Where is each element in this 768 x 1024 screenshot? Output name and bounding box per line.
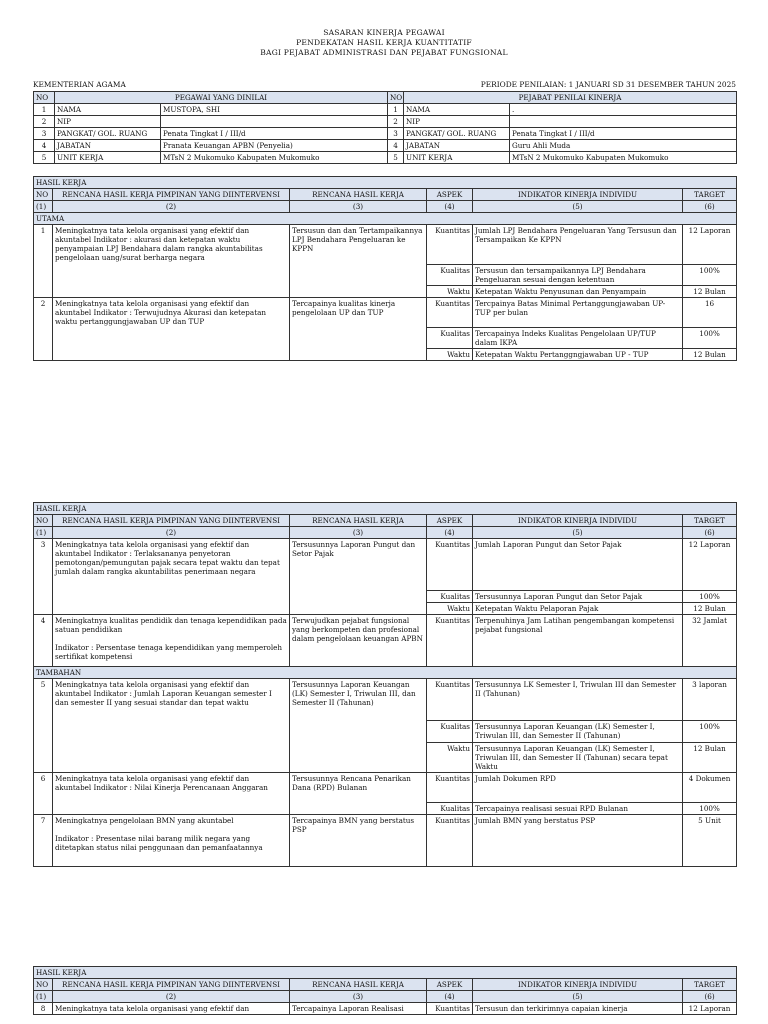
- table-row: 4 Meningkatnya kualitas pendidik dan tenaga kependidikan pada satuan pendidikan Indikator : Persentase tenaga kependidikan yang memperoleh sertifikat kompetensi Terwujudkan pejabat fungsional yang berkompeten dan profesional dalam pengelolaan keuangan APBN Kuantitas Terpenuhinya Jam Latihan pengembangan kompetensi pejabat fungsional 32 Jamlat: [34, 615, 737, 667]
- penilai-nama: .: [510, 104, 737, 116]
- pegawai-jabatan: Pranata Keuangan APBN (Penyelia): [161, 140, 388, 152]
- meta-row: [33, 80, 736, 89]
- table-row: Kualitas Tercapainya Indeks Kualitas Pengelolaan UP/TUP dalam IKPA 100%: [34, 328, 737, 349]
- table-row: 6 Meningkatnya tata kelola organisasi yang efektif dan akuntabel Indikator : Nilai Kinerja Perencanaan Anggaran Tersusunnya Rencana Penarikan Dana (RPD) Bulanan Kuantitas Jumlah Dokumen RPD 4 Dokumen: [34, 773, 737, 803]
- column-header-row: NO RENCANA HASIL KERJA PIMPINAN YANG DIINTERVENSI RENCANA HASIL KERJA ASPEK INDIKATOR KINERJA INDIVIDU TARGET: [34, 189, 737, 201]
- table-row: Waktu Ketepatan Waktu Pelaporan Pajak 12 Bulan: [34, 603, 737, 615]
- heading-line-3: BAGI PEJABAT ADMINISTRASI DAN PEJABAT FUNGSIONAL: [260, 48, 508, 57]
- identity-row: 1 NAMA MUSTOPA, SHI 1 NAMA .: [34, 104, 737, 116]
- section-title: HASIL KERJA: [34, 503, 737, 515]
- column-number-row: (1) (2) (3) (4) (5) (6): [34, 527, 737, 539]
- pegawai-pangkat: Penata Tingkat I / III/d: [161, 128, 388, 140]
- identity-header-row: [34, 92, 737, 104]
- section-title: HASIL KERJA: [34, 967, 737, 979]
- penilai-nip: [510, 116, 737, 128]
- heading-line-2: PENDEKATAN HASIL KERJA KUANTITATIF: [296, 38, 472, 47]
- penilai-unit: MTsN 2 Mukomuko Kabupaten Mukomuko: [510, 152, 737, 164]
- table-row: 3 Meningkatnya tata kelola organisasi yang efektif dan akuntabel Indikator : Terlaksananya penyetoran pemotongan/pemungutan pajak secara tepat waktu dan tepat jumlah dalam rangka akuntabilitas penerimaan negara Tersusunnya Laporan Pungut dan Setor Pajak Kuantitas Jumlah Laporan Pungut dan Setor Pajak 12 Laporan: [34, 539, 737, 591]
- pegawai-unit: MTsN 2 Mukomuko Kabupaten Mukomuko: [161, 152, 388, 164]
- identity-row: 5 UNIT KERJA MTsN 2 Mukomuko Kabupaten Mukomuko 5 UNIT KERJA MTsN 2 Mukomuko Kabupaten Mukomuko: [34, 152, 737, 164]
- table-row: Waktu Ketepatan Waktu Penyusunan dan Penyampain 12 Bulan: [34, 286, 737, 298]
- pegawai-nama: MUSTOPA, SHI: [161, 104, 388, 116]
- table-row: Waktu Ketepatan Waktu Pertanggngjawaban UP - TUP 12 Bulan: [34, 349, 737, 361]
- agency-name: KEMENTERIAN AGAMA: [33, 80, 126, 89]
- penilai-header: PEJABAT PENILAI KINERJA: [404, 92, 737, 104]
- table-row: Kualitas Tersusunnya Laporan Pungut dan Setor Pajak 100%: [34, 591, 737, 603]
- identity-table: [33, 91, 737, 164]
- heading-line-1: SASARAN KINERJA PEGAWAI: [323, 28, 445, 37]
- section-tambahan: TAMBAHAN: [34, 667, 737, 679]
- section-utama: UTAMA: [34, 213, 737, 225]
- hasil-kerja-table-3: [33, 966, 737, 1015]
- table-row: Waktu Tersusunnya Laporan Keuangan (LK) Semester I, Triwulan III, dan Semester II (Tahunan) secara tepat Waktu 12 Bulan: [34, 743, 737, 773]
- table-row: 1 Meningkatnya tata kelola organisasi yang efektif dan akuntabel Indikator : akurasi dan ketepatan waktu penyampaian LPJ Bendahara dalam rangka akuntabilitas pengelolaan uang/surat berharga negara Tersusun dan dan Tertampaikannya LPJ Bendahara Pengeluaran ke KPPN Kuantitas Jumlah LPJ Bendahara Pengeluaran Yang Tersusun dan Tersampaikan Ke KPPN 12 Laporan: [34, 225, 737, 265]
- hasil-kerja-table-1: [33, 176, 737, 361]
- assessment-period: PERIODE PENILAIAN: 1 JANUARI SD 31 DESEMBER TAHUN 2025: [480, 80, 736, 89]
- identity-row: 4 JABATAN Pranata Keuangan APBN (Penyelia) 4 JABATAN Guru Ahli Muda: [34, 140, 737, 152]
- penilai-jabatan: Guru Ahli Muda: [510, 140, 737, 152]
- column-number-row: (1) (2) (3) (4) (5) (6): [34, 201, 737, 213]
- table-row: Kualitas Tercapainya realisasi sesuai RPD Bulanan 100%: [34, 803, 737, 815]
- identity-row: 2 NIP 2 NIP: [34, 116, 737, 128]
- table-row: 2 Meningkatnya tata kelola organisasi yang efektif dan akuntabel Indikator : Terwujudnya Akurasi dan ketepatan waktu pertanggungjawaban UP dan TUP Tercapainya kualitas kinerja pengelolaan UP dan TUP Kuantitas Tercpainya Batas Minimal Pertanggungjawaban UP- TUP per bulan 16: [34, 298, 737, 328]
- table-row: Kualitas Tersusunnya Laporan Keuangan (LK) Semester I, Triwulan III, dan Semester II (Tahunan) 100%: [34, 721, 737, 743]
- document-heading: [0, 28, 768, 58]
- table-row: 5 Meningkatnya tata kelola organisasi yang efektif dan akuntabel Indikator : Jumlah Laporan Keuangan semester I dan semester II yang sesuai standar dan tepat waktu Tersusunnya Laporan Keuangan (LK) Semester I, Triwulan III, dan Semester II (Tahunan) Kuantitas Tersusunnya LK Semester I, Triwulan III dan Semester II (Tahunan) 3 laporan: [34, 679, 737, 721]
- column-header-row: NO RENCANA HASIL KERJA PIMPINAN YANG DIINTERVENSI RENCANA HASIL KERJA ASPEK INDIKATOR KINERJA INDIVIDU TARGET: [34, 515, 737, 527]
- table-row: Kualitas Tersusun dan tersampaikannya LPJ Bendahara Pengeluaran sesuai dengan ketentuan 100%: [34, 265, 737, 286]
- column-number-row: (1) (2) (3) (4) (5) (6): [34, 991, 737, 1003]
- pegawai-nip: [161, 116, 388, 128]
- hasil-kerja-table-2: [33, 502, 737, 867]
- table-row: 8 Meningkatnya tata kelola organisasi yang efektif dan Tercapainya Laporan Realisasi Kuantitas Tersusun dan terkirimnya capaian kinerja 12 Laporan: [34, 1003, 737, 1015]
- section-title: HASIL KERJA: [34, 177, 737, 189]
- identity-row: 3 PANGKAT/ GOL. RUANG Penata Tingkat I / III/d 3 PANGKAT/ GOL. RUANG Penata Tingkat I / III/d: [34, 128, 737, 140]
- column-header-row: NO RENCANA HASIL KERJA PIMPINAN YANG DIINTERVENSI RENCANA HASIL KERJA ASPEK INDIKATOR KINERJA INDIVIDU TARGET: [34, 979, 737, 991]
- col-no: NO: [34, 92, 55, 104]
- penilai-pangkat: Penata Tingkat I / III/d: [510, 128, 737, 140]
- col-no: NO: [388, 92, 404, 104]
- pegawai-header: PEGAWAI YANG DINILAI: [55, 92, 388, 104]
- table-row: 7 Meningkatnya pengelolaan BMN yang akuntabel Indikator : Presentase nilai barang milik negara yang ditetapkan status nilai penggunaan dan pemanfaatannya Tercapainya BMN yang berstatus PSP Kuantitas Jumlah BMN yang berstatus PSP 5 Unit: [34, 815, 737, 867]
